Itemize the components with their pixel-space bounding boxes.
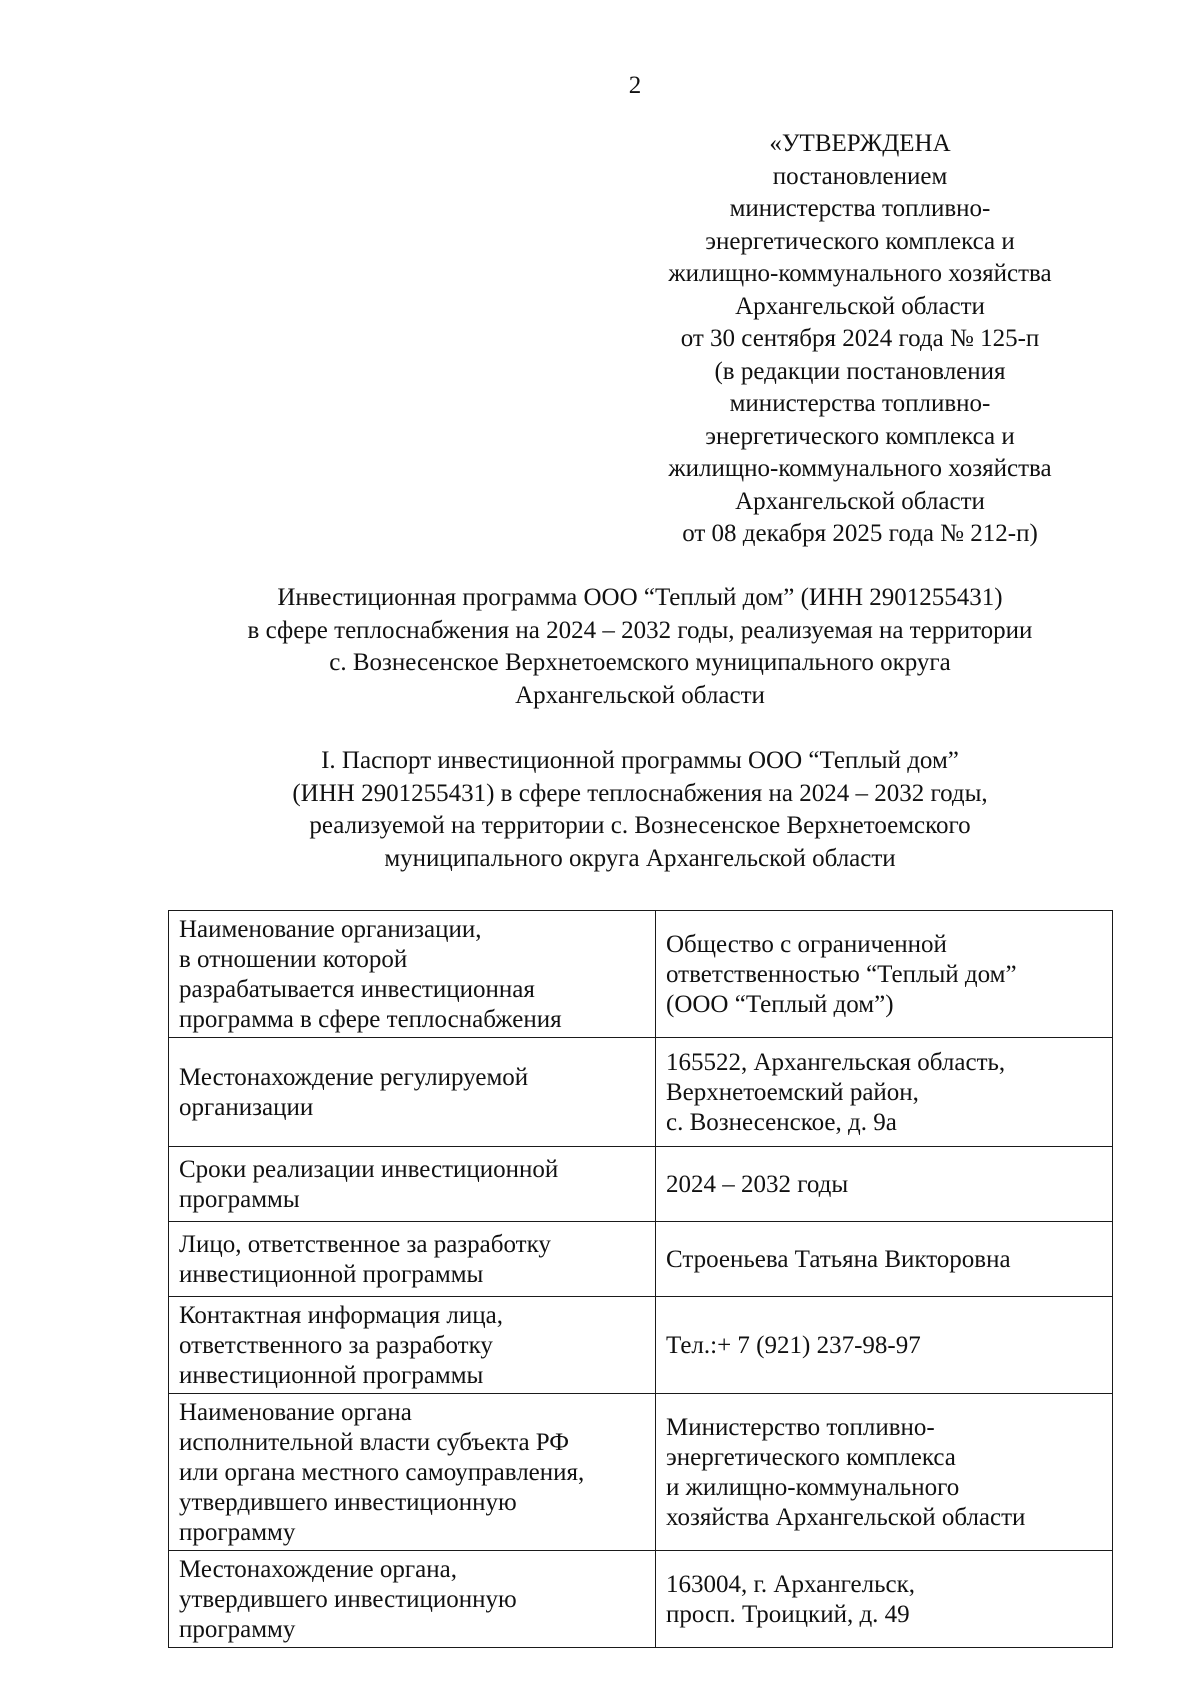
row-value-cell <box>656 1147 1113 1222</box>
cell-line: Наименование органа <box>179 1399 412 1426</box>
cell-line: ответственного за разработку <box>179 1332 493 1359</box>
program-title-line: Архангельской области <box>515 681 765 709</box>
cell-line: просп. Троицкий, д. 49 <box>666 1601 910 1628</box>
table-row <box>169 911 1113 1038</box>
cell-line: Местонахождение регулируемой <box>179 1064 529 1091</box>
row-value-cell <box>656 1297 1113 1394</box>
program-title <box>130 582 1150 712</box>
approval-line: энергетического комплекса и <box>705 227 1015 255</box>
cell-line: утвердившего инвестиционную <box>179 1489 517 1516</box>
row-label-cell <box>169 911 656 1038</box>
row-label-cell <box>169 1551 656 1648</box>
cell-line: и жилищно-коммунального <box>666 1474 960 1501</box>
cell-line: с. Вознесенское, д. 9а <box>666 1109 897 1136</box>
cell-line: организации <box>179 1094 314 1121</box>
passport-section-title <box>130 745 1150 875</box>
program-title-line: с. Вознесенское Верхнетоемского муниципального округа <box>329 649 951 676</box>
row-label-cell <box>169 1222 656 1297</box>
cell-line: программу <box>179 1616 296 1643</box>
cell-line: в отношении которой <box>179 946 408 973</box>
approval-line: министерства топливно- <box>729 390 991 417</box>
approval-line: Архангельской области <box>735 487 985 515</box>
approval-stamp-block <box>640 128 1080 551</box>
approval-line: жилищно-коммунального хозяйства <box>668 455 1052 482</box>
table-row <box>169 1147 1113 1222</box>
approval-line: жилищно-коммунального хозяйства <box>668 260 1052 287</box>
program-title-line: в сфере теплоснабжения на 2024 – 2032 годы, реализуемая на территории <box>247 616 1033 644</box>
cell-line: Министерство топливно- <box>666 1414 935 1441</box>
cell-line: Наименование организации, <box>179 916 482 943</box>
cell-line: Местонахождение органа, <box>179 1556 457 1583</box>
row-value-cell <box>656 911 1113 1038</box>
cell-line: Тел.:+ 7 (921) 237-98-97 <box>666 1332 921 1359</box>
row-label-cell <box>169 1394 656 1551</box>
cell-line: Сроки реализации инвестиционной <box>179 1156 559 1183</box>
cell-line: программы <box>179 1186 300 1213</box>
row-value-cell <box>656 1551 1113 1648</box>
cell-line: 165522, Архангельская область, <box>666 1049 1006 1076</box>
cell-line: 163004, г. Архангельск, <box>666 1571 916 1598</box>
approval-line: министерства топливно- <box>729 195 991 222</box>
passport-title-line: I. Паспорт инвестиционной программы ООО “Теплый дом” <box>321 747 959 774</box>
cell-line: инвестиционной программы <box>179 1261 484 1288</box>
approval-line: Архангельской области <box>735 292 985 320</box>
row-label-cell <box>169 1038 656 1147</box>
passport-title-line: (ИНН 2901255431) в сфере теплоснабжения на 2024 – 2032 годы, <box>292 779 988 807</box>
cell-line: исполнительной власти субъекта РФ <box>179 1429 570 1456</box>
approval-line: от 08 декабря 2025 года № 212-п) <box>682 520 1038 547</box>
table-row <box>169 1222 1113 1297</box>
row-value-cell <box>656 1038 1113 1147</box>
table-row <box>169 1297 1113 1394</box>
table-row <box>169 1551 1113 1648</box>
cell-line: или органа местного самоуправления, <box>179 1459 585 1486</box>
cell-line: энергетического комплекса <box>666 1444 956 1471</box>
approval-line: (в редакции постановления <box>714 357 1006 385</box>
approval-line: от 30 сентября 2024 года № 125-п <box>680 325 1040 352</box>
passport-title-line: реализуемой на территории с. Вознесенское Верхнетоемского <box>309 812 971 839</box>
table-row <box>169 1038 1113 1147</box>
passport-title-line: муниципального округа Архангельской области <box>384 844 896 872</box>
cell-line: (ООО “Теплый дом”) <box>666 991 894 1018</box>
cell-line: Лицо, ответственное за разработку <box>179 1231 551 1258</box>
row-label-cell <box>169 1297 656 1394</box>
approval-line: «УТВЕРЖДЕНА <box>769 130 951 157</box>
cell-line: ответственностью “Теплый дом” <box>666 961 1017 988</box>
cell-line: Общество с ограниченной <box>666 931 947 958</box>
cell-line: программу <box>179 1519 296 1546</box>
cell-line: Строеньева Татьяна Викторовна <box>666 1246 1011 1273</box>
cell-line: утвердившего инвестиционную <box>179 1586 517 1613</box>
row-value-cell <box>656 1222 1113 1297</box>
row-value-cell <box>656 1394 1113 1551</box>
approval-line: постановлением <box>772 162 948 190</box>
table-row <box>169 1394 1113 1551</box>
cell-line: Верхнетоемский район, <box>666 1079 919 1106</box>
cell-line: 2024 – 2032 годы <box>666 1171 849 1198</box>
cell-line: Контактная информация лица, <box>179 1302 504 1329</box>
program-title-line: Инвестиционная программа ООО “Теплый дом” (ИНН 2901255431) <box>277 584 1003 611</box>
approval-line: энергетического комплекса и <box>705 422 1015 450</box>
cell-line: разрабатывается инвестиционная <box>179 976 535 1003</box>
cell-line: инвестиционной программы <box>179 1362 484 1389</box>
passport-table <box>168 910 1113 1648</box>
cell-line: программа в сфере теплоснабжения <box>179 1006 562 1033</box>
page-number: 2 <box>628 72 642 99</box>
row-label-cell <box>169 1147 656 1222</box>
cell-line: хозяйства Архангельской области <box>666 1504 1026 1531</box>
